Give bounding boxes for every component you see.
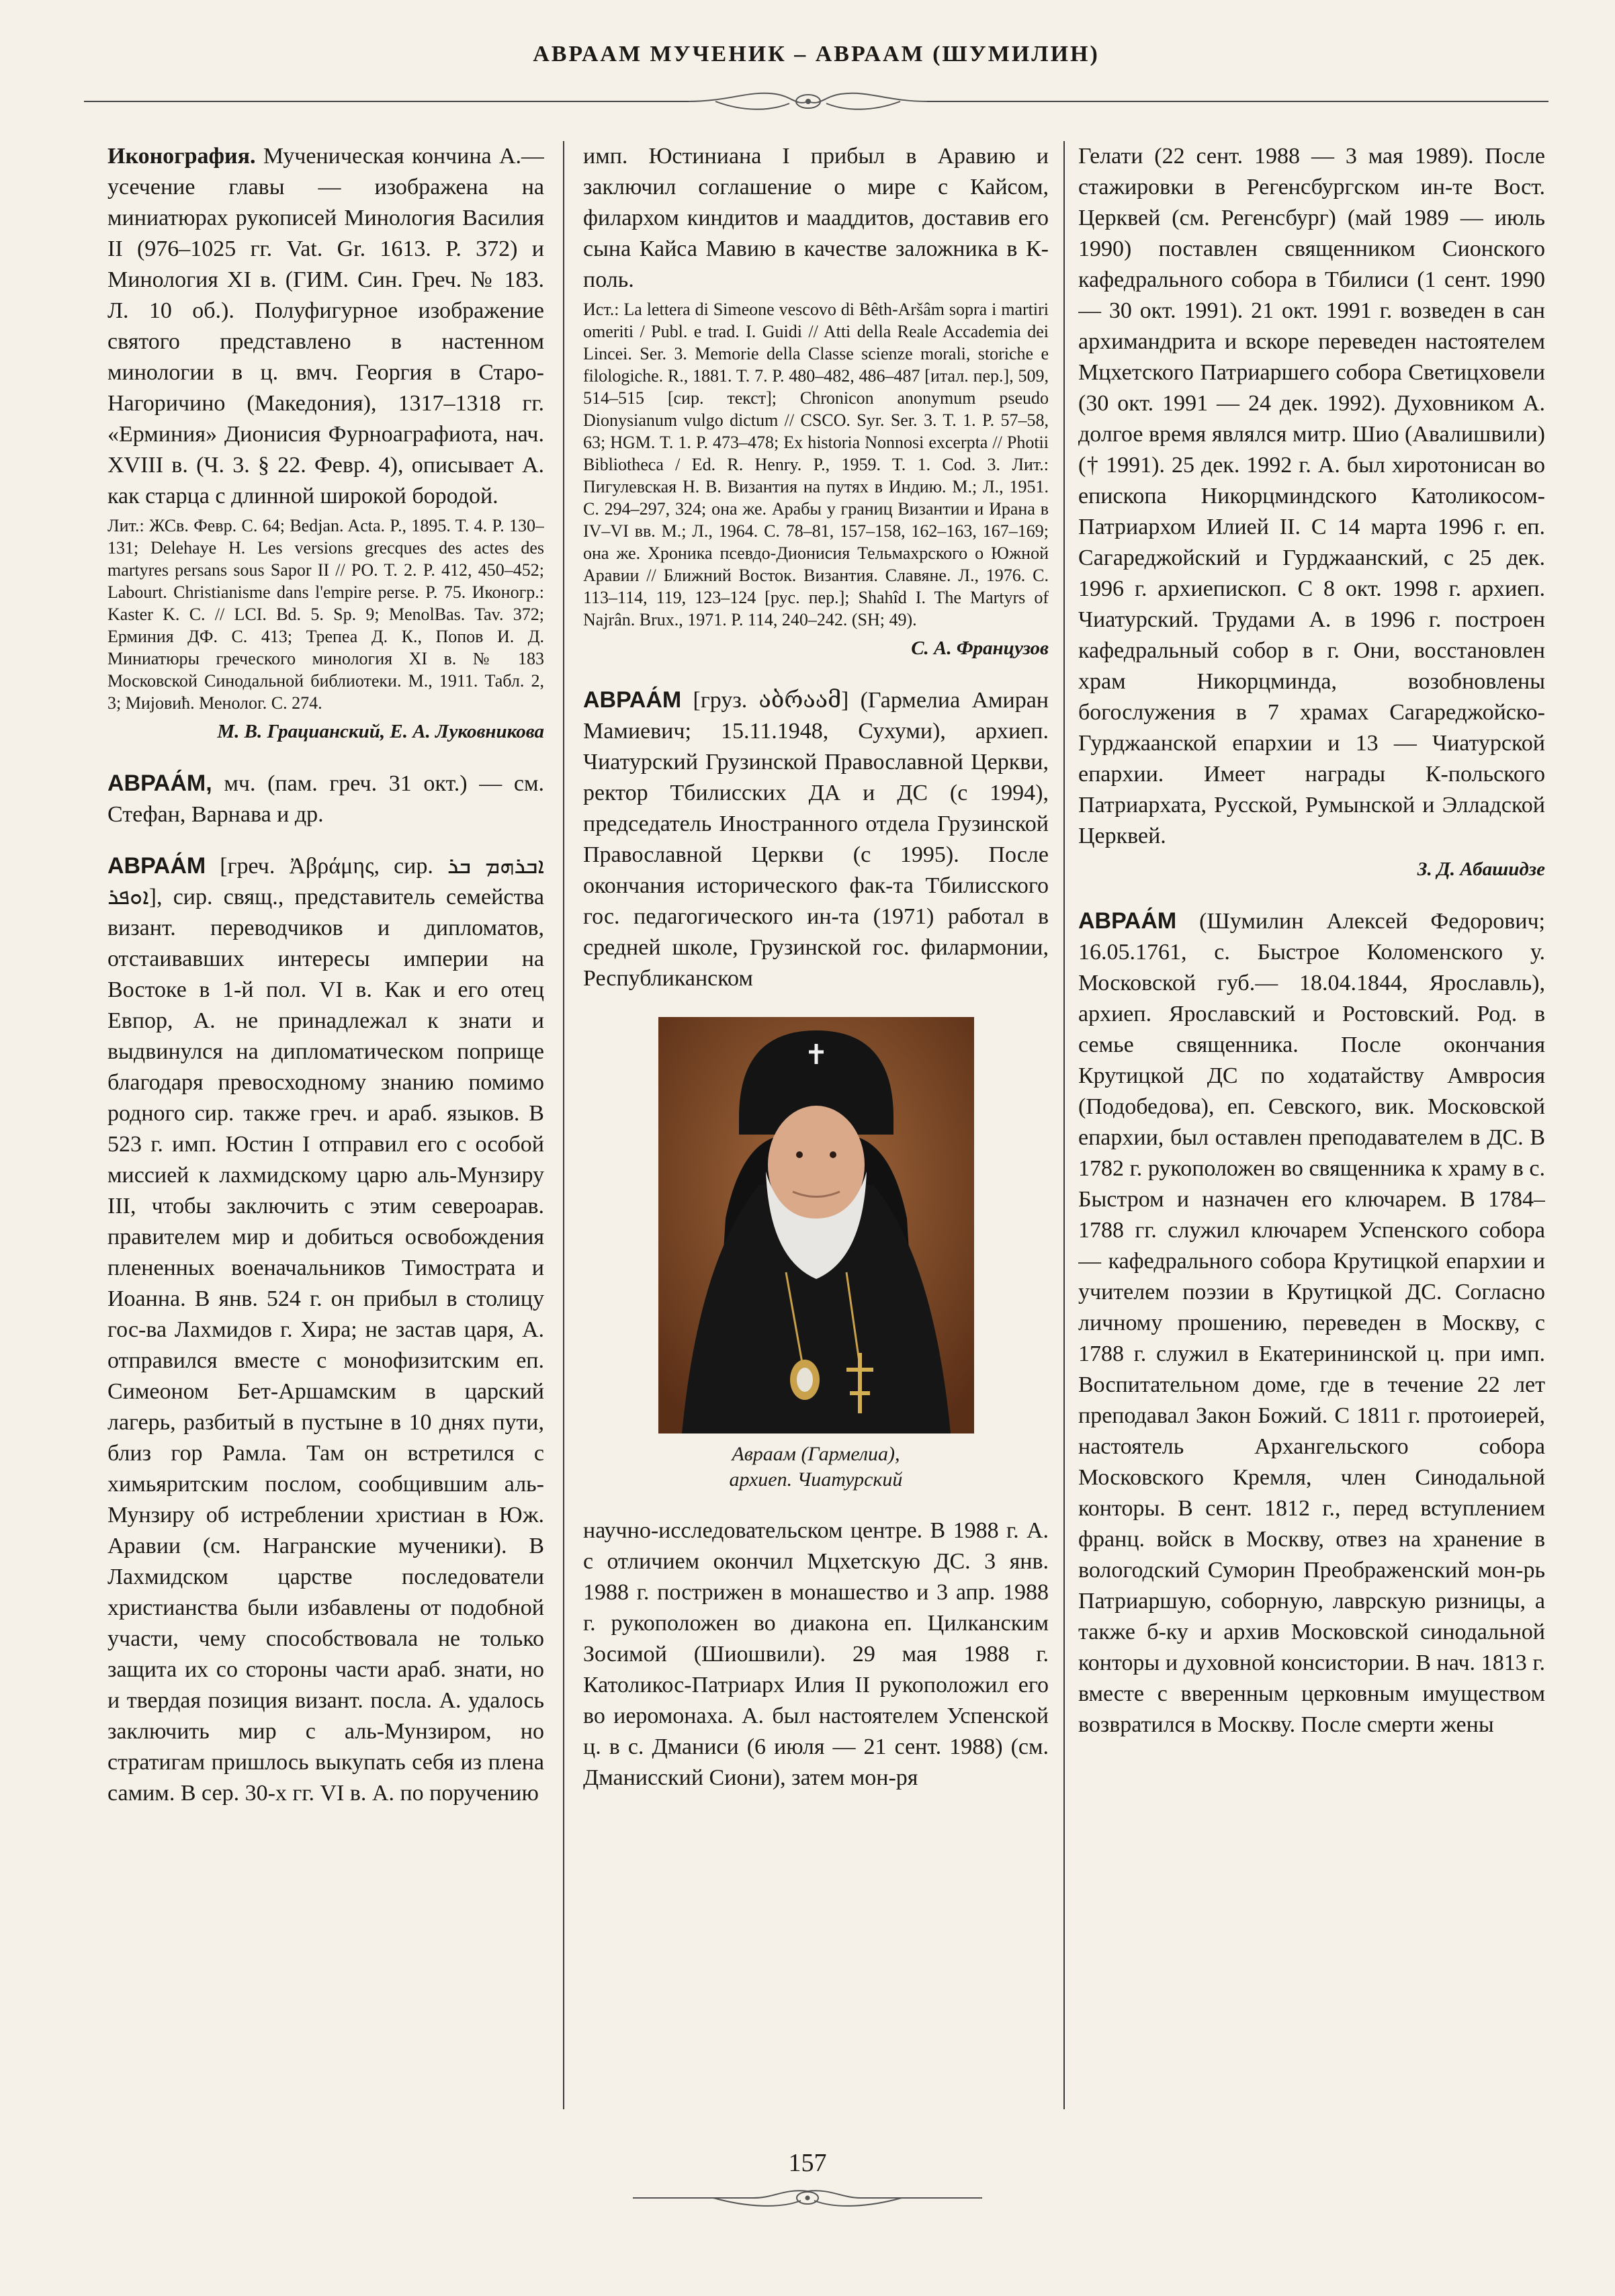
portrait-figure [583,1017,1049,1493]
entry-text-continued: Гелати (22 сент. 1988 — 3 мая 1989). После стажировки в Регенсбургском ин-те Вост. Церквей (см. Регенсбург) (май 1989 — июль 1990) поставлен священником Сионского кафедрального собора в Тбилиси (1 сент. 1990 — 30 окт. 1991). 21 окт. 1991 г. возведен в сан архимандрита и вскоре переведен настоятелем Мцхетского Патриаршего собора Светицховели (30 окт. 1991 — 24 дек. 1992). Духовником А. долгое время являлся митр. Шио (Авалишвили) († 1991). 25 дек. 1992 г. А. был хиротонисан во епископа Никорцминдского Католикосом-Патриархом Илией II. С 14 марта 1996 г. еп. Сагареджойский и Гурджаанский, с 25 дек. 1996 г. архиепископ. С 8 окт. 1998 г. архиеп. Чиатурский. Трудами А. в 1996 г. построен кафедральный собор в г. Они, восстановлен храм Никорцминда, возобновлены богослужения в 7 храмах Сагареджойско-Гурджаанской епархии и 13 — Чиатурской епархии. Имеет награды К-польского Патриархата, Русской, Румынской и Элладской Церквей. [1078,144,1545,848]
column-1 [107,141,544,2116]
entry-signature: З. Д. Абашидзе [1417,858,1545,880]
portrait-photo [658,1017,974,1433]
entry-avraam-martyr [107,768,544,830]
header-rule-right [927,101,1548,102]
entry-headword: АВРАА́М [1078,908,1177,934]
portrait-caption-line2: архиеп. Чиатурский [729,1468,903,1491]
entry-text-continued: научно-исследовательском центре. В 1988 г. А. с отличием окончил Мцхетскую ДС. 3 янв. 1988 г. пострижен в монашество и 3 апр. 1988 г. рукоположен во диакона еп. Цилканским Зосимой (Шиошвили). 29 мая 1988 г. Католикос-Патриарх Илия II рукоположил его во иеромонаха. А. был настоятелем Успенской ц. в с. Дманиси (6 июля — 21 сент. 1988) (см. Дманисский Сиони), затем мон-ря [583,1518,1049,1790]
entry-avraam-syriac [107,850,544,1809]
entry-headword: АВРАА́М [583,687,682,713]
running-header: АВРААМ МУЧЕНИК – АВРААМ (ШУМИЛИН) [533,42,1100,67]
header-rule-left [84,101,689,102]
footer-ornament [633,2183,982,2213]
entry-text: (Шумилин Алексей Федорович; 16.05.1761, с. Быстрое Коломенского у. Московской губ.— 18.04.1844, Ярославль), архиеп. Ярославский и Ростовский. Род. в семье священника. После окончания Крутицкой ДС по ходатайству Амвросия (Подобедова), еп. Севского, вик. Московской епархии, был оставлен преподавателем в ДС. В 1782 г. рукоположен во священника к храму в с. Быстром и назначен его ключарем. В 1784–1788 гг. служил ключарем Успенского собора — кафедрального собора Крутицкой епархии и учителем поэзии в Крутицкой ДС. Согласно личному прошению, переведен в Москву, с 1788 г. служил в Екатерининской ц. при имп. Воспитательном доме, где в течение 22 лет преподавал Закон Божий. С 1811 г. протоиерей, настоятель Архангельского собора Московского Кремля, член Синодальной конторы. В сент. 1812 г., перед вступлением франц. войск в Москву, отвез на хранение в вологодский Суморин Преображенский мон-рь Патриаршую, соборную, лаврскую ризницы, а также б-ку и архив Московской синодальной конторы и духовной консистории. В нач. 1813 г. вместе с вверенным церковным имуществом возвратился в Москву. После смерти жены [1078,909,1545,1737]
column-rule-1 [563,141,564,2109]
iconography-signature: М. В. Грацианский, Е. А. Луковникова [217,721,544,742]
entry-literature: Ист.: La lettera di Simeone vescovo di Bêth-Aršâm sopra i martiri omeriti / Publ. e trad. I. Guidi // Atti della Reale Accademia dei Lincei. Ser. 3. Memorie della Classe scienze morali, storiche e filologiche. R., 1881. T. 7. P. 480–482, 486–487 [итал. пер.], 509, 514–515 [сир. текст]; Chronicon anonymum pseudo Dionysianum vulgo dictum // CSCO. Syr. Ser. 3. T. 1. P. 57–58, 63; HGM. T. 1. P. 473–478; Ex historia Nonnosi excerpta // Photii Bibliotheca / Ed. R. Henry. P., 1959. T. 1. Cod. 3. Лит.: Пигулевская Н. В. Византия на путях в Индию. М.; Л., 1951. С. 294–297, 324; она же. Арабы у границ Византии и Ирана в IV–VI вв. М.; Л., 1964. С. 78–81, 157–158, 162–163, 167–169; она же. Хроника псевдо-Дионисия Тельмахрского о Южной Аравии // Ближний Восток. Византия. Славяне. Л., 1976. С. 113–114, 119, 123–124 [рус. пер.]; Shahîd I. The Martyrs of Najrân. Brux., 1971. P. 114, 240–242. (SH; 49). [583,300,1049,629]
entry-signature: С. А. Французов [911,637,1049,659]
entry-text: [греч. Ἀβράμης, сир. ܐܒܪܗܡ ܒܪ ܐܘܦܪ], сир. свящ., представитель семейства визант. переводчиков и дипломатов, отстаивавших интересы империи на Востоке в 1-й пол. VI в. Как и его отец Евпор, А. не принадлежал к знати и выдвинулся на дипломатическом поприще благодаря превосходному знанию помимо родного сир. также греч. и араб. языков. В 523 г. имп. Юстин I отправил его с особой миссией к лахмидскому царю аль-Мунзиру III, чтобы заключить с этим североарав. правителем мир и добиться освобождения плененных военачальников Тимострата и Иоанна. В янв. 524 г. он прибыл в столицу гос-ва Лахмидов г. Хира; не застав царя, А. отправился вместе с монофизитским еп. Симеоном Бет-Аршамским в царский лагерь, разбитый в пустыне в 10 днях пути, близ гор Рамла. Там он встретился с химьяритским послом, сообщившим аль-Мунзиру об истреблении христиан в Юж. Аравии (см. Награнские мученики). В Лахмидском царстве последователи христианства были избавлены от подобной участи, чему способствовала не только защита их со стороны части араб. знати, но и твердая позиция визант. посла. А. удалось заключить мир с аль-Мунзиром, но стратигам пришлось выкупать себя из плена самим. В сер. 30-х гг. VI в. А. по поручению [107,854,544,1806]
entry-avraam-garmelia [583,685,1049,994]
page-number: 157 [788,2149,827,2177]
portrait-caption-line1: Авраам (Гармелиа), [732,1443,900,1465]
entry-text: мч. (пам. греч. 31 окт.) — см. Стефан, Варнава и др. [107,771,544,827]
iconography-lead: Иконография. [107,144,256,169]
iconography-text: Мученическая кончина А.— усечение главы — изображена на миниатюрах рукописей Минология Василия II (976–1025 гг. Vat. Gr. 1613. P. 372) и Минология XI в. (ГИМ. Син. Греч. № 183. Л. 10 об.). Полуфигурное изображение святого представлено в настенном минологии в ц. вмч. Георгия в Старо-Нагоричино (Македония), 1317–1318 гг. «Ерминия» Дионисия Фурноаграфиота, нач. XVIII в. (Ч. 3. § 22. Февр. 4), описывает А. как старца с длинной широкой бородой. [107,144,544,509]
column-rule-2 [1063,141,1065,2109]
entry-headword: АВРАА́М, [107,770,212,796]
column-2 [583,141,1049,2116]
header-ornament [689,85,927,118]
entry-continuation: имп. Юстиниана I прибыл в Аравию и заключил соглашение о мире с Кайсом, филархом киндитов и мааддитов, доставив его сына Кайса Мавию в качестве заложника в К-поль. [583,144,1049,292]
iconography-literature: Лит.: ЖСв. Февр. С. 64; Bedjan. Acta. P., 1895. T. 4. P. 130–131; Delehaye H. Les versions grecques des actes des martyres persans sous Sapor II // PO. T. 2. P. 412, 450–452; Labourt. Christianisme dans l'empire perse. P. 75. Иконогр.: Kaster K. C. // LCI. Bd. 5. Sp. 9; MenolBas. Tav. 372; Ерминия ДФ. С. 413; Трепеа Д. К., Попов И. Д. Миниатюры греческого минология XI в. № 183 Московской Синодальной библиотеки. М., 1911. Табл. 2, 3; Мијовић. Менолог. С. 274. [107,516,544,713]
column-3 [1078,141,1545,2116]
entry-text: [груз. აბრაამ] (Гармелиа Амиран Мамиевич; 15.11.1948, Сухуми), архиеп. Чиатурский Грузинской Православной Церкви, ректор Тбилисских ДА и ДС (с 1994), председатель Иностранного отдела Грузинской Православной Церкви (с 1995). После окончания исторического фак-та Тбилисского гос. педагогического ин-та (1971) работал в средней школе, Грузинской гос. филармонии, Республиканском [583,688,1049,991]
entry-avraam-shumilin [1078,906,1545,1740]
iconography-paragraph [107,141,544,512]
portrait-caption [583,1442,1049,1493]
entry-headword: АВРАА́М [107,853,206,879]
